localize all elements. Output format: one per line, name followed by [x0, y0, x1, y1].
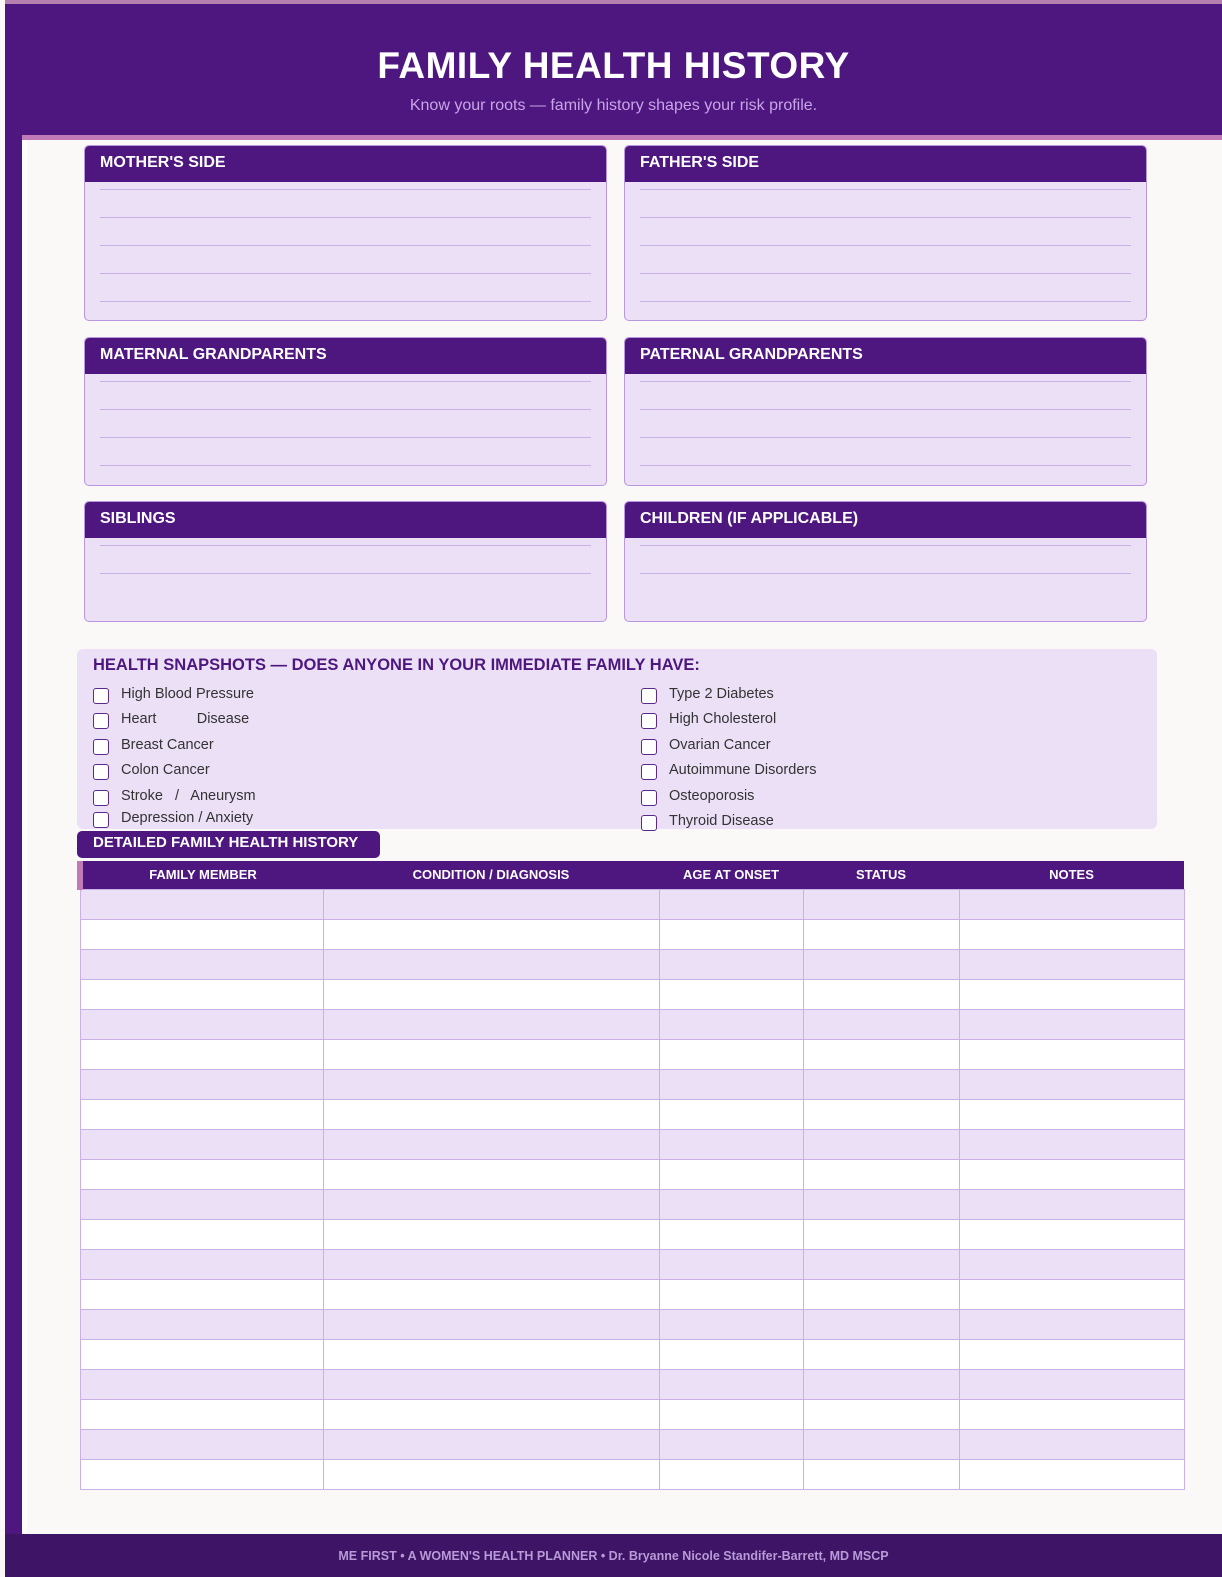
siblings-box: [84, 501, 607, 622]
table-cell[interactable]: [323, 1219, 659, 1249]
table-cell[interactable]: [959, 919, 1184, 949]
table-cell[interactable]: [323, 919, 659, 949]
table-cell[interactable]: [659, 1159, 803, 1189]
table-cell[interactable]: [659, 1039, 803, 1069]
table-cell[interactable]: [80, 889, 323, 919]
table-cell[interactable]: [80, 1159, 323, 1189]
checkbox-icon[interactable]: [93, 790, 109, 806]
table-cell[interactable]: [803, 1099, 959, 1129]
table-cell[interactable]: [323, 1249, 659, 1279]
table-cell[interactable]: [80, 949, 323, 979]
table-cell[interactable]: [659, 1129, 803, 1159]
table-cell[interactable]: [659, 1459, 803, 1489]
fathers-side-heading: FATHER'S SIDE: [625, 146, 1146, 182]
table-cell[interactable]: [323, 979, 659, 1009]
table-cell[interactable]: [803, 1339, 959, 1369]
table-cell[interactable]: [959, 1039, 1184, 1069]
checkbox-label: Thyroid Disease: [669, 813, 774, 829]
table-row: [80, 1399, 1184, 1429]
checkbox-label: Osteoporosis: [669, 788, 755, 804]
checkbox-label: High Cholesterol: [669, 711, 777, 727]
table-cell[interactable]: [323, 1339, 659, 1369]
table-cell[interactable]: [959, 1309, 1184, 1339]
checkbox-label: High Blood Pressure: [121, 686, 254, 702]
checkbox-label: Type 2 Diabetes: [669, 686, 774, 702]
table-cell[interactable]: [659, 1339, 803, 1369]
paternal-grandparents-box: [624, 337, 1147, 486]
table-cell[interactable]: [80, 1069, 323, 1099]
table-cell[interactable]: [659, 1309, 803, 1339]
table-cell[interactable]: [659, 1399, 803, 1429]
table-cell[interactable]: [959, 1129, 1184, 1159]
table-cell[interactable]: [80, 1009, 323, 1039]
page-title: FAMILY HEALTH HISTORY: [377, 45, 850, 86]
table-row: [80, 1099, 1184, 1129]
checkbox-icon[interactable]: [641, 764, 657, 780]
siblings-lines[interactable]: [85, 538, 606, 574]
maternal-grandparents-box: [84, 337, 607, 486]
table-cell[interactable]: [323, 1099, 659, 1129]
checkbox-icon[interactable]: [641, 688, 657, 704]
column-header-notes: NOTES: [959, 861, 1184, 889]
checkbox-label: Breast Cancer: [121, 737, 214, 753]
table-cell[interactable]: [323, 1459, 659, 1489]
table-cell[interactable]: [659, 1429, 803, 1459]
detailed-history-title: DETAILED FAMILY HEALTH HISTORY: [77, 831, 380, 858]
detailed-history-table: [77, 861, 1185, 1490]
table-row: [80, 1249, 1184, 1279]
table-cell[interactable]: [803, 1279, 959, 1309]
table-cell[interactable]: [959, 979, 1184, 1009]
paternal-grandparents-lines[interactable]: [625, 374, 1146, 466]
table-cell[interactable]: [659, 1189, 803, 1219]
table-cell[interactable]: [659, 919, 803, 949]
table-cell[interactable]: [323, 949, 659, 979]
table-row: [80, 1159, 1184, 1189]
table-row: [80, 979, 1184, 1009]
left-sidebar-stripe: [22, 140, 27, 1534]
fathers-side-lines[interactable]: [625, 182, 1146, 302]
table-cell[interactable]: [659, 1099, 803, 1129]
table-cell[interactable]: [803, 1399, 959, 1429]
children-heading: CHILDREN (IF APPLICABLE): [625, 502, 1146, 538]
maternal-grandparents-lines[interactable]: [85, 374, 606, 466]
table-cell[interactable]: [80, 1339, 323, 1369]
table-cell[interactable]: [80, 1039, 323, 1069]
table-cell[interactable]: [80, 1099, 323, 1129]
table-cell[interactable]: [959, 1339, 1184, 1369]
table-cell[interactable]: [323, 1009, 659, 1039]
table-cell[interactable]: [659, 1009, 803, 1039]
table-cell[interactable]: [80, 1459, 323, 1489]
children-box: [624, 501, 1147, 622]
children-lines[interactable]: [625, 538, 1146, 574]
table-row: [80, 1459, 1184, 1489]
mothers-side-heading: MOTHER'S SIDE: [85, 146, 606, 182]
table-cell[interactable]: [659, 949, 803, 979]
table-cell[interactable]: [323, 889, 659, 919]
table-cell[interactable]: [959, 1429, 1184, 1459]
fathers-side-box: [624, 145, 1147, 321]
table-cell[interactable]: [323, 1279, 659, 1309]
checkbox-label: Autoimmune Disorders: [669, 762, 817, 778]
table-cell[interactable]: [323, 1069, 659, 1099]
checkbox-label: Colon Cancer: [121, 762, 210, 778]
left-sidebar-bar: [5, 4, 22, 1534]
table-cell[interactable]: [803, 889, 959, 919]
table-cell[interactable]: [803, 1429, 959, 1459]
table-cell[interactable]: [323, 1189, 659, 1219]
table-row: [80, 1189, 1184, 1219]
table-row: [80, 919, 1184, 949]
table-cell[interactable]: [323, 1039, 659, 1069]
table-cell[interactable]: [803, 1039, 959, 1069]
table-cell[interactable]: [323, 1399, 659, 1429]
column-header-family-member: FAMILY MEMBER: [80, 861, 323, 889]
table-cell[interactable]: [959, 1279, 1184, 1309]
checkbox-icon[interactable]: [93, 739, 109, 755]
table-cell[interactable]: [323, 1429, 659, 1459]
table-cell[interactable]: [659, 1369, 803, 1399]
table-row: [80, 1369, 1184, 1399]
page-subtitle: Know your roots — family history shapes your risk profile.: [409, 97, 818, 114]
table-body: [80, 889, 1184, 1489]
table-cell[interactable]: [659, 889, 803, 919]
table-cell[interactable]: [80, 1369, 323, 1399]
table-cell[interactable]: [323, 1129, 659, 1159]
column-header-condition: CONDITION / DIAGNOSIS: [323, 861, 659, 889]
table-cell[interactable]: [959, 949, 1184, 979]
table-row: [80, 889, 1184, 919]
table-cell[interactable]: [959, 1159, 1184, 1189]
table-cell[interactable]: [80, 1279, 323, 1309]
table-cell[interactable]: [323, 1309, 659, 1339]
table-cell[interactable]: [803, 1219, 959, 1249]
checkbox-icon[interactable]: [641, 713, 657, 729]
table-cell[interactable]: [803, 1459, 959, 1489]
table-cell[interactable]: [959, 1219, 1184, 1249]
checkbox-icon[interactable]: [93, 764, 109, 780]
table-cell[interactable]: [659, 1069, 803, 1099]
table-row: [80, 1339, 1184, 1369]
maternal-grandparents-heading: MATERNAL GRANDPARENTS: [85, 338, 606, 374]
checkbox-label: Stroke / Aneurysm: [121, 788, 256, 804]
table-cell[interactable]: [803, 1069, 959, 1099]
table-row: [80, 1309, 1184, 1339]
table-row: [80, 1039, 1184, 1069]
table-row: [80, 1069, 1184, 1099]
table-cell[interactable]: [803, 949, 959, 979]
table-cell[interactable]: [80, 1129, 323, 1159]
table-cell[interactable]: [803, 1009, 959, 1039]
table-cell[interactable]: [803, 1369, 959, 1399]
checkbox-icon[interactable]: [93, 688, 109, 704]
page-footer: ME FIRST • A WOMEN'S HEALTH PLANNER • Dr. Bryanne Nicole Standifer-Barrett, MD MSCP: [5, 1534, 1222, 1577]
table-cell[interactable]: [80, 1249, 323, 1279]
table-row: [80, 1009, 1184, 1039]
mothers-side-box: [84, 145, 607, 321]
table-cell[interactable]: [80, 1219, 323, 1249]
table-cell[interactable]: [803, 979, 959, 1009]
table-cell[interactable]: [959, 889, 1184, 919]
table-cell[interactable]: [80, 1309, 323, 1339]
table-cell[interactable]: [959, 1009, 1184, 1039]
table-cell[interactable]: [803, 1129, 959, 1159]
table-cell[interactable]: [659, 1279, 803, 1309]
siblings-heading: SIBLINGS: [85, 502, 606, 538]
table-cell[interactable]: [80, 1189, 323, 1219]
checkbox-label: Ovarian Cancer: [669, 737, 771, 753]
checkbox-label: Depression / Anxiety: [121, 810, 254, 826]
checkbox-icon[interactable]: [93, 713, 109, 729]
table-cell[interactable]: [959, 1249, 1184, 1279]
table-cell[interactable]: [80, 1399, 323, 1429]
table-cell[interactable]: [803, 1249, 959, 1279]
health-snapshot-title: HEALTH SNAPSHOTS — DOES ANYONE IN YOUR IMMEDIATE FAMILY HAVE:: [93, 656, 700, 674]
table-row: [80, 1129, 1184, 1159]
table-cell[interactable]: [323, 1159, 659, 1189]
table-cell[interactable]: [659, 979, 803, 1009]
table-row: [80, 1219, 1184, 1249]
checkbox-icon[interactable]: [641, 790, 657, 806]
page-header: [5, 4, 1222, 136]
table-cell[interactable]: [803, 1309, 959, 1339]
table-cell[interactable]: [80, 1429, 323, 1459]
table-cell[interactable]: [959, 1099, 1184, 1129]
table-cell[interactable]: [959, 1189, 1184, 1219]
table-cell[interactable]: [959, 1459, 1184, 1489]
health-snapshot-panel: [77, 649, 1157, 829]
table-cell[interactable]: [803, 1159, 959, 1189]
table-row: [80, 1279, 1184, 1309]
table-row: [80, 949, 1184, 979]
header-accent-rule: [5, 135, 1222, 140]
checkbox-icon[interactable]: [641, 815, 657, 831]
table-cell[interactable]: [959, 1369, 1184, 1399]
column-header-status: STATUS: [803, 861, 959, 889]
table-cell[interactable]: [80, 919, 323, 949]
checkbox-icon[interactable]: [93, 812, 109, 828]
table-cell[interactable]: [803, 919, 959, 949]
table-cell[interactable]: [959, 1399, 1184, 1429]
table-cell[interactable]: [323, 1369, 659, 1399]
table-cell[interactable]: [959, 1069, 1184, 1099]
table-cell[interactable]: [803, 1189, 959, 1219]
paternal-grandparents-heading: PATERNAL GRANDPARENTS: [625, 338, 1146, 374]
column-header-age-at-onset: AGE AT ONSET: [659, 861, 803, 889]
table-cell[interactable]: [659, 1219, 803, 1249]
table-row: [80, 1429, 1184, 1459]
mothers-side-lines[interactable]: [85, 182, 606, 302]
checkbox-label: Heart Disease: [121, 711, 250, 727]
table-header-row: [80, 861, 1184, 889]
checkbox-icon[interactable]: [641, 739, 657, 755]
table-cell[interactable]: [659, 1249, 803, 1279]
table-cell[interactable]: [80, 979, 323, 1009]
